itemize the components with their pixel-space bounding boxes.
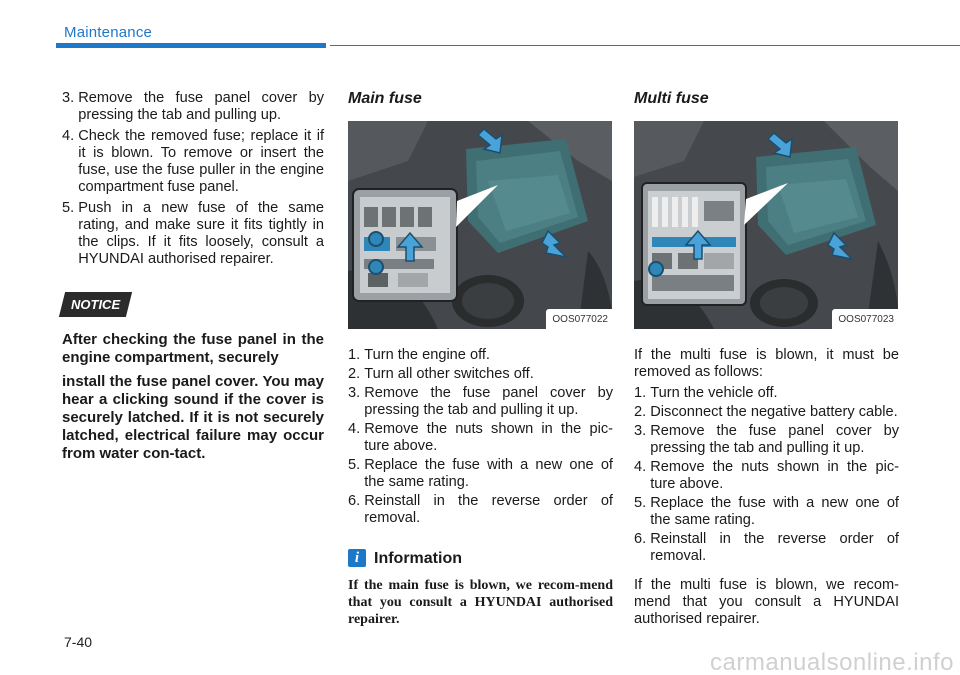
multi-fuse-intro: If the multi fuse is blown, it must be removed as follows: bbox=[634, 347, 899, 380]
list-item bbox=[634, 495, 899, 529]
notice-paragraph: install the fuse panel cover. You may hear a clicking sound if the cover is securely latched. If it is not securely latched, electrical failure may occur from water con-tact. bbox=[62, 373, 324, 462]
step-text: Remove the nuts shown in the pic-ture above. bbox=[364, 421, 613, 454]
list-item bbox=[634, 423, 899, 457]
step-number: 1. bbox=[348, 347, 365, 363]
list-item bbox=[62, 128, 324, 196]
step-number: 4. bbox=[634, 459, 651, 475]
step-text: Check the removed fuse; replace it if it is blown. To remove or insert the fuse, use the fuse puller in the engine compartment fuse panel. bbox=[78, 128, 324, 195]
step-number: 3. bbox=[348, 385, 365, 401]
list-item bbox=[348, 493, 613, 527]
notice-paragraph: After checking the fuse panel in the engine compartment, securely bbox=[62, 331, 324, 366]
step-number: 1. bbox=[634, 385, 651, 401]
step-text: Disconnect the negative battery cable. bbox=[650, 404, 898, 420]
step-number: 5. bbox=[348, 457, 365, 473]
step-text: Replace the fuse with a new one of the same rating. bbox=[364, 457, 613, 490]
step-number: 3. bbox=[634, 423, 651, 439]
list-item bbox=[634, 404, 899, 421]
header-rule-thick bbox=[56, 43, 326, 48]
list-item bbox=[62, 90, 324, 124]
step-text: Turn the vehicle off. bbox=[650, 385, 778, 401]
step-number: 4. bbox=[62, 128, 79, 144]
steps-list-multi-fuse bbox=[634, 385, 899, 565]
list-item bbox=[634, 531, 899, 565]
step-number: 6. bbox=[348, 493, 365, 509]
steps-list-left bbox=[62, 90, 324, 268]
multi-fuse-outro: If the multi fuse is blown, we recom-mend that you consult a HYUNDAI authorised repairer. bbox=[634, 577, 899, 627]
step-number: 2. bbox=[634, 404, 651, 420]
multi-fuse-heading: Multi fuse bbox=[634, 90, 709, 107]
figure-code: OOS077023 bbox=[832, 309, 898, 329]
step-number: 6. bbox=[634, 531, 651, 547]
step-text: Push in a new fuse of the same rating, and make sure it fits tightly in the clips. If it fits loosely, consult a HYUNDAI authorised repairer. bbox=[78, 200, 324, 267]
list-item bbox=[634, 459, 899, 493]
step-number: 3. bbox=[62, 90, 79, 106]
step-text: Remove the fuse panel cover by pressing the tab and pulling it up. bbox=[364, 385, 613, 418]
notice-label: NOTICE bbox=[71, 297, 121, 312]
notice-badge bbox=[59, 292, 132, 317]
list-item bbox=[348, 457, 613, 491]
information-title: Information bbox=[374, 549, 462, 567]
multi-fuse-figure bbox=[634, 121, 898, 329]
column-right bbox=[634, 90, 899, 632]
step-text: Remove the fuse panel cover by pressing the tab and pulling up. bbox=[78, 90, 324, 123]
step-text: Turn all other switches off. bbox=[364, 366, 534, 382]
step-number: 5. bbox=[634, 495, 651, 511]
list-item bbox=[348, 347, 613, 364]
step-number: 2. bbox=[348, 366, 365, 382]
list-item bbox=[62, 200, 324, 268]
main-fuse-heading: Main fuse bbox=[348, 90, 422, 107]
list-item bbox=[348, 421, 613, 455]
list-item bbox=[348, 385, 613, 419]
steps-list-main-fuse bbox=[348, 347, 613, 527]
section-title: Maintenance bbox=[64, 24, 153, 41]
multi-fuse-illustration bbox=[634, 121, 898, 329]
watermark: carmanualsonline.info bbox=[710, 649, 954, 675]
step-text: Remove the nuts shown in the pic-ture above. bbox=[650, 459, 899, 492]
information-text: If the main fuse is blown, we recom-mend that you consult a HYUNDAI authorised repairer. bbox=[348, 578, 613, 627]
main-fuse-figure bbox=[348, 121, 612, 329]
step-text: Remove the fuse panel cover by pressing the tab and pulling it up. bbox=[650, 423, 899, 456]
column-middle bbox=[348, 90, 613, 628]
page-number: 7-40 bbox=[64, 634, 93, 650]
list-item bbox=[348, 366, 613, 383]
main-fuse-illustration bbox=[348, 121, 612, 329]
figure-code: OOS077022 bbox=[546, 309, 612, 329]
header-rule-thin bbox=[330, 45, 960, 46]
list-item bbox=[634, 385, 899, 402]
notice-text bbox=[62, 331, 324, 463]
step-number: 5. bbox=[62, 200, 79, 216]
step-text: Reinstall in the reverse order of removal. bbox=[650, 531, 899, 564]
step-text: Reinstall in the reverse order of removal. bbox=[364, 493, 613, 526]
step-number: 4. bbox=[348, 421, 365, 437]
information-heading bbox=[348, 549, 613, 567]
step-text: Replace the fuse with a new one of the same rating. bbox=[650, 495, 899, 528]
step-text: Turn the engine off. bbox=[364, 347, 490, 363]
info-icon: i bbox=[348, 549, 366, 567]
column-left bbox=[62, 90, 324, 469]
